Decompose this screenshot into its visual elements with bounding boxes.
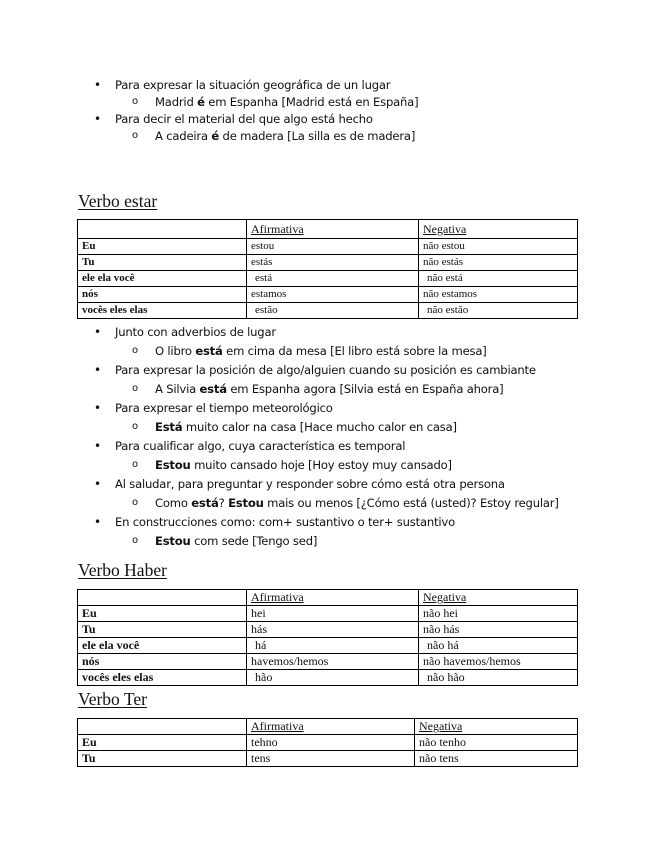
section-title-ter: Verbo Ter [78,689,147,709]
bullet-text: Para decir el material del que algo está hecho [115,112,373,126]
table-row: vocês eles elas estão não estão [78,303,578,319]
table-row: Tu hás não hás [78,622,578,638]
sub-bullet: o A Silvia está em Espanha agora [Silvia está en España ahora] [115,380,655,399]
table-row: Eu hei não hei [78,606,578,622]
sub-bullet: o Madrid é em Espanha [Madrid está en España] [115,94,655,111]
table-row: nós havemos/hemos não havemos/hemos [78,654,578,670]
list-item: • En construcciones como: com+ sustantivo o ter+ sustantivo o Estou com sede [Tengo sed] [0,513,655,551]
table-header-row: Afirmativa Negativa [78,719,578,735]
intro-bullets [0,77,655,145]
table-row: ele ela você há não há [78,638,578,654]
table-estar [77,219,578,319]
bullet-text: Para expresar la situación geográfica de un lugar [115,78,391,92]
section-title-estar: Verbo estar [78,191,158,211]
sub-bullet: o A cadeira é de madera [La silla es de madera] [115,128,655,145]
table-row: Eu estou não estou [78,239,578,255]
sub-bullet: o Estou com sede [Tengo sed] [115,532,655,551]
sub-bullet: o Estou muito cansado hoje [Hoy estoy muy cansado] [115,456,655,475]
list-item: • Para expresar el tiempo meteorológico o Está muito calor na casa [Hace mucho calor en casa] [0,399,655,437]
table-ter [77,718,578,767]
table-row: ele ela você está não está [78,271,578,287]
section-title-haber: Verbo Haber [78,560,167,580]
table-row: vocês eles elas hão não hão [78,670,578,686]
sub-bullet: o Como está? Estou mais ou menos [¿Cómo está (usted)? Estoy regular] [115,494,655,513]
intro-bullet [0,111,655,145]
intro-bullet [0,77,655,111]
table-haber [77,589,578,686]
table-row: Eu tehno não tenho [78,735,578,751]
estar-uses-list [0,323,655,551]
sub-bullet: o Está muito calor na casa [Hace mucho calor en casa] [115,418,655,437]
list-item: • Para cualificar algo, cuya característica es temporal o Estou muito cansado hoje [Hoy estoy muy cansado] [0,437,655,475]
sub-bullet: o O libro está em cima da mesa [El libro está sobre la mesa] [115,342,655,361]
list-item: • Al saludar, para preguntar y responder sobre cómo está otra persona o Como está? Estou mais ou menos [¿Cómo está (usted)? Estoy regular] [0,475,655,513]
table-row: Tu estás não estás [78,255,578,271]
list-item: • Junto con adverbios de lugar o O libro está em cima da mesa [El libro está sobre la mesa] [0,323,655,361]
table-row: Tu tens não tens [78,751,578,767]
table-row: nós estamos não estamos [78,287,578,303]
table-header-row: Afirmativa Negativa [78,590,578,606]
list-item: • Para expresar la posición de algo/alguien cuando su posición es cambiante o A Silvia está em Espanha agora [Silvia está en España ahora] [0,361,655,399]
table-header-row: Afirmativa Negativa [78,220,578,239]
